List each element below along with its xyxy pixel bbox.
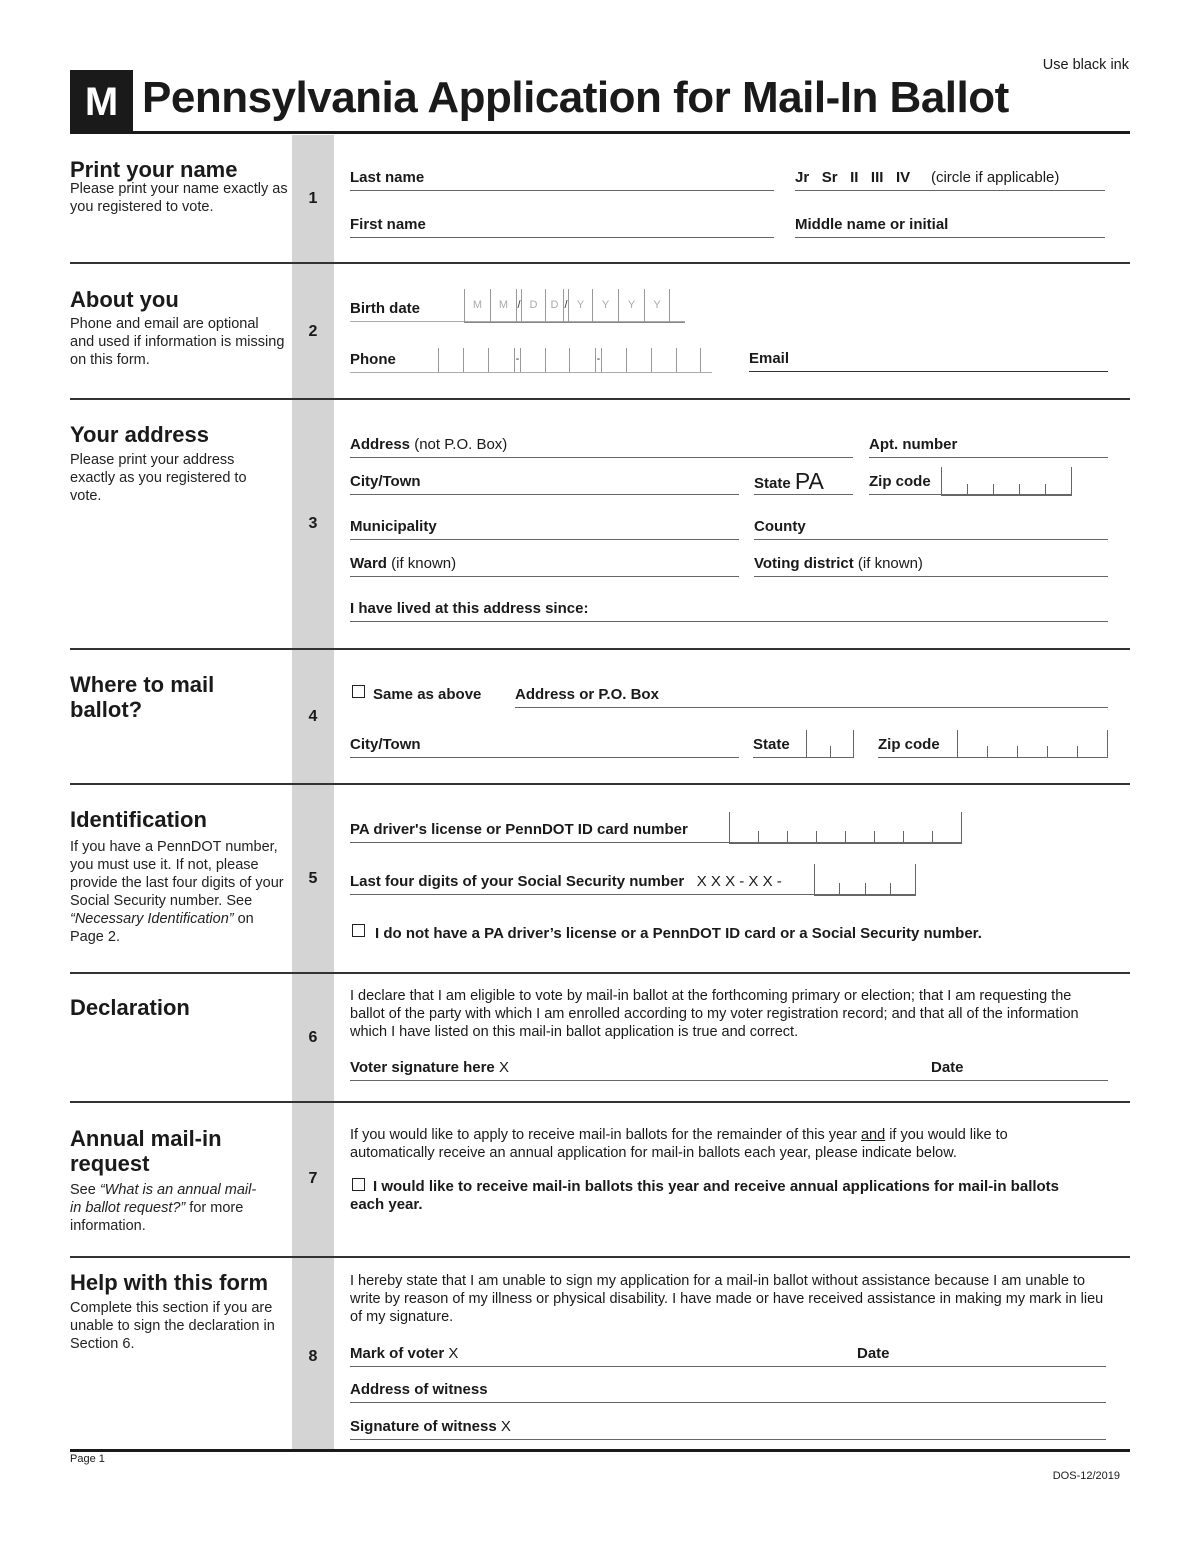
assistance-text: I hereby state that I am unable to sign my application for a mail-in ballot without assistance because I am unable to write by reason of my illness or physical disability. I have made or have received assistance in making my mark in lieu of my signature. <box>350 1273 1104 1325</box>
section-description: If you have a PennDOT number, you must use it. If not, please provide the last four digits of your Social Security number. See “Necessary Identification” on Page 2. <box>70 839 284 945</box>
zip-code-boxes[interactable] <box>941 467 1072 496</box>
declaration-text: I declare that I am eligible to vote by mail-in ballot at the forthcoming primary or election; that I am requesting the ballot of the party with which I am enrolled according to my voter registration record; and that all of the information which I have listed on this mail-in ballot application is true and correct. <box>350 988 1079 1040</box>
mail-zip-boxes[interactable] <box>957 730 1108 758</box>
state-field[interactable] <box>754 462 853 495</box>
signature-mark: X <box>500 1418 511 1435</box>
voting-district-field[interactable] <box>754 551 1108 577</box>
section-number: 3 <box>308 515 318 532</box>
field-label: State <box>753 736 790 753</box>
field-label: Birth date <box>350 300 421 317</box>
section-heading: Your address <box>70 422 209 447</box>
field-label: City/Town <box>350 736 421 753</box>
last-name-field[interactable] <box>350 165 774 191</box>
section-description: Complete this section if you are unable to sign the declaration in Section 6. <box>70 1300 275 1352</box>
field-note: (not P.O. Box) <box>414 436 508 453</box>
year-box[interactable]: Y <box>592 289 618 322</box>
suffix-sr[interactable]: Sr <box>821 169 838 186</box>
field-label: Signature of witness <box>350 1418 497 1435</box>
city-field[interactable] <box>350 469 739 495</box>
municipality-field[interactable] <box>350 514 739 540</box>
mark-of-voter-field[interactable] <box>350 1341 1106 1367</box>
field-label: Voting district <box>754 555 854 572</box>
no-id-label: I do not have a PA driver’s license or a PennDOT ID card or a Social Security number. <box>375 925 982 942</box>
divider <box>70 1256 1130 1258</box>
divider <box>70 972 1130 974</box>
county-field[interactable] <box>754 514 1108 540</box>
year-box[interactable]: Y <box>644 289 670 322</box>
section-heading: Identification <box>70 807 207 832</box>
lived-since-field[interactable] <box>350 596 1108 622</box>
field-label: Apt. number <box>869 436 958 453</box>
license-number-boxes[interactable] <box>729 812 962 844</box>
page-number: Page 1 <box>70 1453 105 1465</box>
field-label: Mark of voter <box>350 1345 445 1362</box>
ward-field[interactable] <box>350 551 739 577</box>
field-label: State <box>754 475 791 492</box>
annual-request-label: I would like to receive mail-in ballots this year and receive annual applications for mail-in ballots each year. <box>350 1178 1060 1213</box>
year-box[interactable]: Y <box>618 289 644 322</box>
phone-separator: - <box>595 348 601 372</box>
section-heading: Where to mail ballot? <box>70 672 215 722</box>
bottom-rule <box>70 1449 1130 1452</box>
suffix-iv[interactable]: IV <box>895 169 911 186</box>
mail-state-boxes[interactable] <box>806 730 854 758</box>
field-note: (if known) <box>391 555 457 572</box>
field-label: Voter signature here <box>350 1059 495 1076</box>
section-number: 5 <box>308 870 318 887</box>
field-note: (if known) <box>857 555 923 572</box>
mail-address-field[interactable] <box>515 682 1108 708</box>
month-box[interactable]: M <box>490 289 516 322</box>
divider <box>70 398 1130 400</box>
day-box[interactable]: D <box>521 289 545 322</box>
suffix-jr[interactable]: Jr <box>795 169 810 186</box>
field-label: Ward <box>350 555 387 572</box>
ssn-prefix: X X X - X X - <box>696 873 782 890</box>
page-title: Pennsylvania Application for Mail-In Ballot <box>142 73 1009 122</box>
no-id-checkbox[interactable] <box>352 924 365 937</box>
ink-note: Use black ink <box>1042 57 1129 73</box>
date-separator: / <box>563 289 568 322</box>
field-label: Address or P.O. Box <box>515 686 659 703</box>
field-label: First name <box>350 216 426 233</box>
section-number: 4 <box>308 708 318 725</box>
field-label: Address <box>350 436 411 453</box>
mail-city-field[interactable] <box>350 732 739 758</box>
section-number: 1 <box>308 190 318 207</box>
field-label: Municipality <box>350 518 437 535</box>
title-rule <box>70 131 1130 134</box>
phone-separator: - <box>514 348 520 372</box>
middle-name-field[interactable] <box>795 212 1105 238</box>
section-description: Please print your address exactly as you registered to vote. <box>70 452 247 504</box>
section-number: 2 <box>308 323 318 340</box>
witness-address-field[interactable] <box>350 1377 1106 1403</box>
section-heading: About you <box>70 287 179 312</box>
section-description: Please print your name exactly as you registered to vote. <box>70 181 288 215</box>
suffix-iii[interactable]: III <box>870 169 884 186</box>
date-label: Date <box>931 1059 964 1076</box>
field-label: Address of witness <box>350 1381 488 1398</box>
first-name-field[interactable] <box>350 212 774 238</box>
field-label: PA driver's license or PennDOT ID card number <box>350 821 688 838</box>
address-field[interactable] <box>350 432 853 458</box>
apt-number-field[interactable] <box>869 432 1108 458</box>
section-heading: Annual mail-in request <box>70 1126 222 1176</box>
divider <box>70 262 1130 264</box>
field-label: Last four digits of your Social Security number <box>350 873 685 890</box>
suffix-ii[interactable]: II <box>850 169 859 186</box>
section-heading: Declaration <box>70 995 190 1020</box>
witness-signature-field[interactable] <box>350 1414 1106 1440</box>
field-label: I have lived at this address since: <box>350 600 589 617</box>
field-label: Email <box>749 350 790 367</box>
divider <box>70 648 1130 650</box>
day-box[interactable]: D <box>545 289 563 322</box>
ssn-boxes[interactable] <box>814 864 916 896</box>
signature-mark: X <box>448 1345 459 1362</box>
signature-mark: X <box>498 1059 509 1076</box>
same-as-above-label: Same as above <box>373 686 482 703</box>
field-label: Middle name or initial <box>795 216 949 233</box>
field-label: City/Town <box>350 473 421 490</box>
suffix-note: (circle if applicable) <box>930 169 1060 186</box>
year-box[interactable]: Y <box>568 289 592 322</box>
section-heading: Help with this form <box>70 1270 268 1295</box>
field-label: Zip code <box>869 473 931 490</box>
divider <box>70 1101 1130 1103</box>
section-number: 8 <box>308 1348 318 1365</box>
same-as-above-checkbox[interactable] <box>352 685 365 698</box>
field-label: County <box>754 518 806 535</box>
suffix-field[interactable] <box>795 165 1105 191</box>
field-label: Phone <box>350 351 396 368</box>
section-number: 7 <box>308 1170 318 1187</box>
month-box[interactable]: M <box>464 289 490 322</box>
date-label: Date <box>857 1345 890 1362</box>
date-separator: / <box>516 289 521 322</box>
state-value: PA <box>794 468 824 494</box>
field-label: Zip code <box>878 736 940 753</box>
form-id: DOS-12/2019 <box>1052 1470 1120 1482</box>
field-label: Last name <box>350 169 425 186</box>
phone-boxes[interactable] <box>438 348 712 372</box>
form-badge: M <box>70 70 133 134</box>
birth-date-boxes[interactable] <box>464 289 685 323</box>
email-field[interactable] <box>749 346 1108 372</box>
section-description: Phone and email are optional and used if information is missing on this form. <box>70 316 285 368</box>
section-heading: Print your name <box>70 157 238 182</box>
annual-request-text: If you would like to apply to receive mail-in ballots for the remainder of this year and if you would like to automatically receive an annual application for mail-in ballots each year, please indicate below. <box>350 1127 1008 1161</box>
section-number: 6 <box>308 1029 318 1046</box>
section-description: See “What is an annual mail-in ballot request?” for more information. <box>70 1182 257 1234</box>
voter-signature-field[interactable] <box>350 1055 1108 1081</box>
divider <box>70 783 1130 785</box>
